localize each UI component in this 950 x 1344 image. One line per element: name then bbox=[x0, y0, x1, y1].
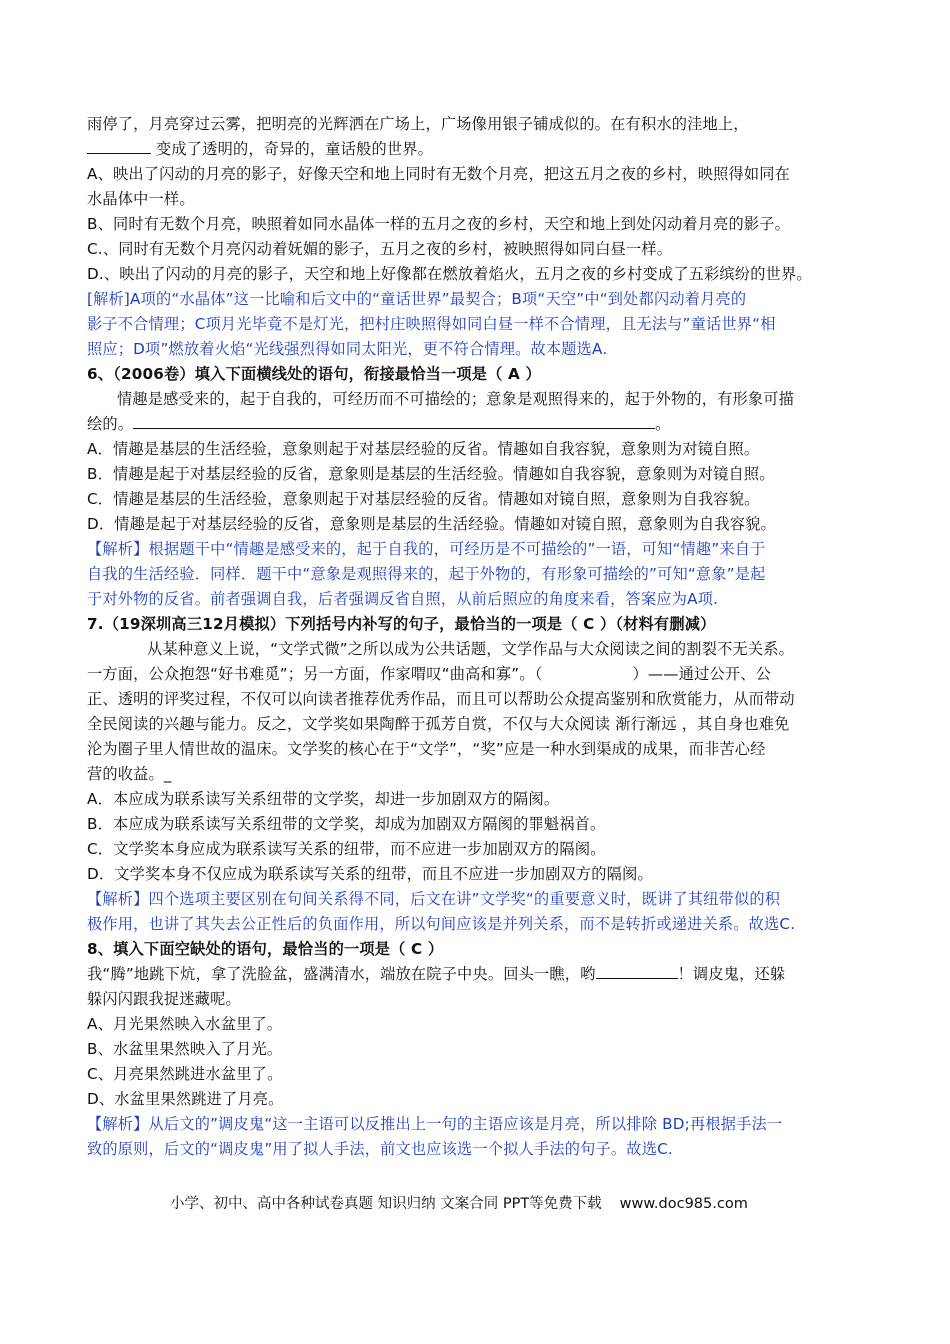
q7-option-d: D．文学奖本身不仅应成为联系读写关系的纽带，而且不应进一步加剧双方的隔阂。 bbox=[87, 865, 653, 883]
answer-blank bbox=[87, 137, 151, 154]
q7-stem: 沦为圈子里人情世故的温床。文学奖的核心在于“文学”，“奖”应是一种水到渠成的成果，而非苦心经 bbox=[87, 740, 766, 758]
q5-option-c: C.、同时有无数个月亮闪动着妩媚的影子，五月之夜的乡村，被映照得如同白昼一样。 bbox=[87, 240, 673, 258]
q5-stem: 变成了透明的，奇异的，童话般的世界。 bbox=[87, 137, 877, 162]
q7-option-c: C．文学奖本身应成为联系读写关系的纽带，而不应进一步加剧双方的隔阂。 bbox=[87, 840, 606, 858]
q8-option-d: D、水盆里果然跳进了月亮。 bbox=[87, 1090, 284, 1108]
q8-stem: 我“腾”地跳下炕，拿了洗脸盆，盛满清水，端放在院子中央。回头一瞧，哟 ！调皮鬼，还躲 bbox=[87, 962, 877, 987]
page-content bbox=[87, 112, 877, 1162]
q7-option-a: A．本应成为联系读写关系纽带的文学奖，却进一步加剧双方的隔阂。 bbox=[87, 790, 560, 808]
q5-analysis: [解析]A项的“水晶体”这一比喻和后文中的“童话世界”最契合；B项“天空”中“到处都闪动着月亮的 bbox=[87, 290, 747, 308]
q6-analysis: 自我的生活经验．同样．题干中“意象是观照得来的，起于外物的，有形象可描绘的”可知“意象”是起 bbox=[87, 565, 766, 583]
answer-blank bbox=[596, 962, 678, 979]
q7-analysis: 极作用，也讲了其失去公正性后的负面作用，所以句间应该是并列关系，而不是转折或递进关系。故选C. bbox=[87, 915, 796, 933]
q8-analysis: 致的原则，后文的“调皮鬼”用了拟人手法，前文也应该选一个拟人手法的句子。故选C. bbox=[87, 1140, 673, 1158]
q7-option-b: B．本应成为联系读写关系纽带的文学奖，却成为加剧双方隔阂的罪魁祸首。 bbox=[87, 815, 606, 833]
q6-stem: 绘的。 。 bbox=[87, 412, 877, 437]
q7-stem: 全民阅读的兴趣与能力。反之，文学奖如果陶醉于孤芳自赏，不仅与大众阅读 渐行渐远 ，其自身也难免 bbox=[87, 715, 790, 733]
answer-blank bbox=[133, 412, 655, 429]
q7-stem: 营的收益。_ bbox=[87, 765, 172, 783]
q6-option-b: B．情趣是起于对基层经验的反省，意象则是基层的生活经验。情趣如自我容貌，意象则为对镜自照。 bbox=[87, 465, 775, 483]
q6-stem: 情趣是感受来的，起于自我的，可经历而不可描绘的；意象是观照得来的，起于外物的，有形象可描 bbox=[117, 390, 795, 408]
q5-analysis: 影子不合情理；C项月光毕竟不是灯光，把村庄映照得如同白昼一样不合情理，且无法与”童话世界“相 bbox=[87, 315, 776, 333]
q8-option-b: B、水盆里果然映入了月光。 bbox=[87, 1040, 283, 1058]
page-footer bbox=[170, 1192, 748, 1213]
q8-analysis: 【解析】从后文的”调皮鬼“这一主语可以反推出上一句的主语应该是月亮，所以排除 BD;再根据手法一 bbox=[87, 1115, 783, 1133]
q6-option-c: C．情趣是基层的生活经验，意象则起于对基层经验的反省。情趣如对镜自照，意象则为自我容貌。 bbox=[87, 490, 760, 508]
q5-option-a: A、映出了闪动的月亮的影子，好像天空和地上同时有无数个月亮，把这五月之夜的乡村，映照得如同在 bbox=[87, 165, 791, 183]
q8-stem: 躲闪闪跟我捉迷藏呢。 bbox=[87, 990, 241, 1008]
q7-analysis: 【解析】四个选项主要区别在句间关系得不同，后文在讲”文学奖“的重要意义时，既讲了其纽带似的积 bbox=[87, 890, 781, 908]
q5-option-a: 水晶体中一样。 bbox=[87, 190, 195, 208]
q8-option-c: C、月亮果然跳进水盆里了。 bbox=[87, 1065, 283, 1083]
q6-option-a: A．情趣是基层的生活经验，意象则起于对基层经验的反省。情趣如自我容貌，意象则为对镜自照。 bbox=[87, 440, 760, 458]
footer-text: 小学、初中、高中各种试卷真题 知识归纳 文案合同 PPT等免费下载 bbox=[170, 1196, 602, 1212]
footer-link[interactable]: www.doc985.com bbox=[619, 1196, 748, 1212]
q7-stem: 正、透明的评奖过程，不仅可以向读者推荐优秀作品，而且可以帮助公众提高鉴别和欣赏能力，从而带动 bbox=[87, 690, 795, 708]
q5-option-d: D.、映出了闪动的月亮的影子，天空和地上好像都在燃放着焰火，五月之夜的乡村变成了五彩缤纷的世界。 bbox=[87, 265, 812, 283]
q7-stem: 从某种意义上说，“文学式微”之所以成为公共话题，文学作品与大众阅读之间的割裂不无关系。 bbox=[147, 640, 795, 658]
q5-stem: 雨停了，月亮穿过云雾，把明亮的光辉洒在广场上，广场像用银子铺成似的。在有积水的洼地上， bbox=[87, 115, 749, 133]
q6-analysis: 于对外物的反省。前者强调自我，后者强调反省自照，从前后照应的角度来看，答案应为A项. bbox=[87, 590, 719, 608]
q6-title: 6、（2006卷）填入下面横线处的语句，衔接最恰当一项是（ A ） bbox=[87, 365, 541, 383]
q7-title: 7.（19深圳高三12月模拟）下列括号内补写的句子，最恰当的一项是（ C ）（材料有删减） bbox=[87, 615, 716, 633]
q6-analysis: 【解析】根据题干中“情趣是感受来的，起于自我的，可经历是不可描绘的”一语，可知“情趣”来自于 bbox=[87, 540, 766, 558]
q8-option-a: A、月光果然映入水盆里了。 bbox=[87, 1015, 283, 1033]
q5-analysis: 照应；D项”燃放着火焰“光线强烈得如同太阳光，更不符合情理。故本题选A. bbox=[87, 340, 608, 358]
q8-title: 8、填入下面空缺处的语句，最恰当的一项是（ C ） bbox=[87, 940, 444, 958]
q6-option-d: D．情趣是起于对基层经验的反省，意象则是基层的生活经验。情趣如对镜自照，意象则为自我容貌。 bbox=[87, 515, 776, 533]
q7-stem: 一方面，公众抱怨“好书难觅”；另一方面，作家喟叹“曲高和寡”。（ ）——通过公开、公 bbox=[87, 665, 772, 683]
q5-option-b: B、同时有无数个月亮，映照着如同水晶体一样的五月之夜的乡村，天空和地上到处闪动着月亮的影子。 bbox=[87, 215, 791, 233]
